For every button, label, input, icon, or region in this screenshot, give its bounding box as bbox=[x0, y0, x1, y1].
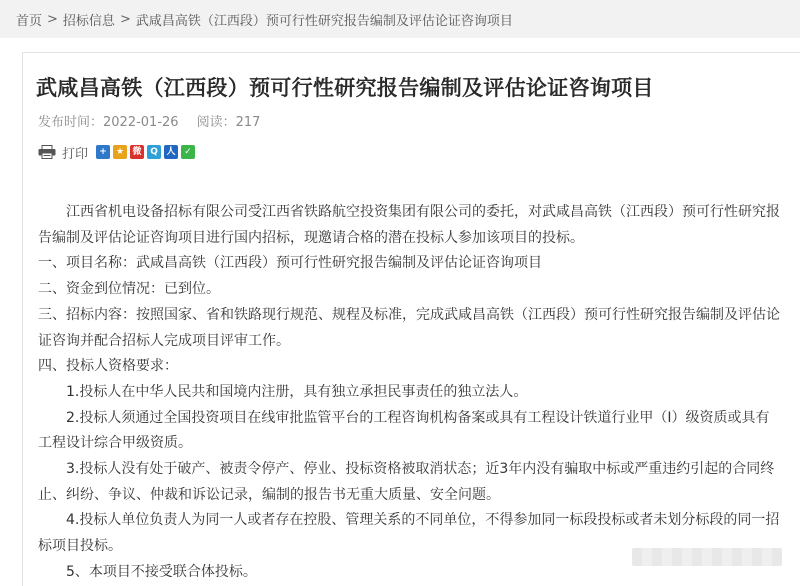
article-meta bbox=[38, 111, 260, 130]
breadcrumb bbox=[0, 0, 800, 38]
wechat-icon[interactable]: ✓ bbox=[181, 145, 195, 159]
breadcrumb-separator: > bbox=[119, 11, 131, 27]
tencent-weibo-icon[interactable]: Q bbox=[147, 145, 161, 159]
article-actions bbox=[38, 142, 198, 162]
paragraph-scope: 三、招标内容：按照国家、省和铁路现行规范、规程及标准，完成武咸昌高铁（江西段）预可行性研究报告编制及评估论证咨询并配合招标人完成项目评审工作。 bbox=[38, 306, 780, 349]
paragraph-qualification-2: 2.投标人须通过全国投资项目在线审批监管平台的工程咨询机构备案或具有工程设计铁道行业甲（I）级资质或具有工程设计综合甲级资质。 bbox=[38, 409, 770, 452]
breadcrumb-current: 武咸昌高铁（江西段）预可行性研究报告编制及评估论证咨询项目 bbox=[135, 13, 513, 29]
share-more-icon[interactable]: + bbox=[96, 145, 110, 159]
publish-date: 发布时间：2022-01-26 bbox=[38, 115, 179, 130]
paragraph-qualification-heading: 四、投标人资格要求： bbox=[38, 358, 178, 375]
paragraph-project-name: 一、项目名称：武咸昌高铁（江西段）预可行性研究报告编制及评估论证咨询项目 bbox=[38, 255, 542, 272]
paragraph-funding: 二、资金到位情况：已到位。 bbox=[38, 281, 220, 298]
paragraph-qualification-3: 3.投标人没有处于破产、被责令停产、停业、投标资格被取消状态；近3年内没有骗取中标或严重违约引起的合同终止、纠纷、争议、仲裁和诉讼记录，编制的报告书无重大质量、安全问题。 bbox=[38, 461, 775, 503]
renren-icon[interactable]: 人 bbox=[164, 145, 178, 159]
breadcrumb-separator: > bbox=[47, 11, 58, 27]
print-label: 打印 bbox=[62, 146, 89, 162]
paragraph-qualification-1: 1.投标人在中华人民共和国境内注册，具有独立承担民事责任的独立法人。 bbox=[66, 383, 528, 400]
printer-icon bbox=[38, 145, 56, 159]
breadcrumb-home-link[interactable]: 首页 bbox=[16, 13, 43, 29]
paragraph-intro: 江西省机电设备招标有限公司受江西省铁路航空投资集团有限公司的委托，对武咸昌高铁（江西段）预可行性研究报告编制及评估论证咨询项目进行国内招标，现邀请合格的潜在投标人参加该项目的投标。 bbox=[38, 204, 780, 246]
watermark bbox=[632, 548, 782, 566]
article-title: 武咸昌高铁（江西段）预可行性研究报告编制及评估论证咨询项目 bbox=[36, 76, 654, 100]
weibo-icon[interactable]: 微 bbox=[130, 145, 144, 159]
paragraph-qualification-4: 4.投标人单位负责人为同一人或者存在控股、管理关系的不同单位，不得参加同一标段投标或者未划分标段的同一招标项目投标。 bbox=[38, 512, 780, 555]
print-button[interactable] bbox=[38, 143, 88, 162]
view-count: 阅读：217 bbox=[196, 115, 261, 130]
breadcrumb-section-link[interactable]: 招标信息 bbox=[62, 13, 115, 29]
share-icons bbox=[96, 145, 198, 159]
article-body bbox=[38, 200, 780, 586]
paragraph-qualification-5: 5、本项目不接受联合体投标。 bbox=[66, 563, 257, 580]
qzone-icon[interactable]: ★ bbox=[113, 145, 127, 159]
